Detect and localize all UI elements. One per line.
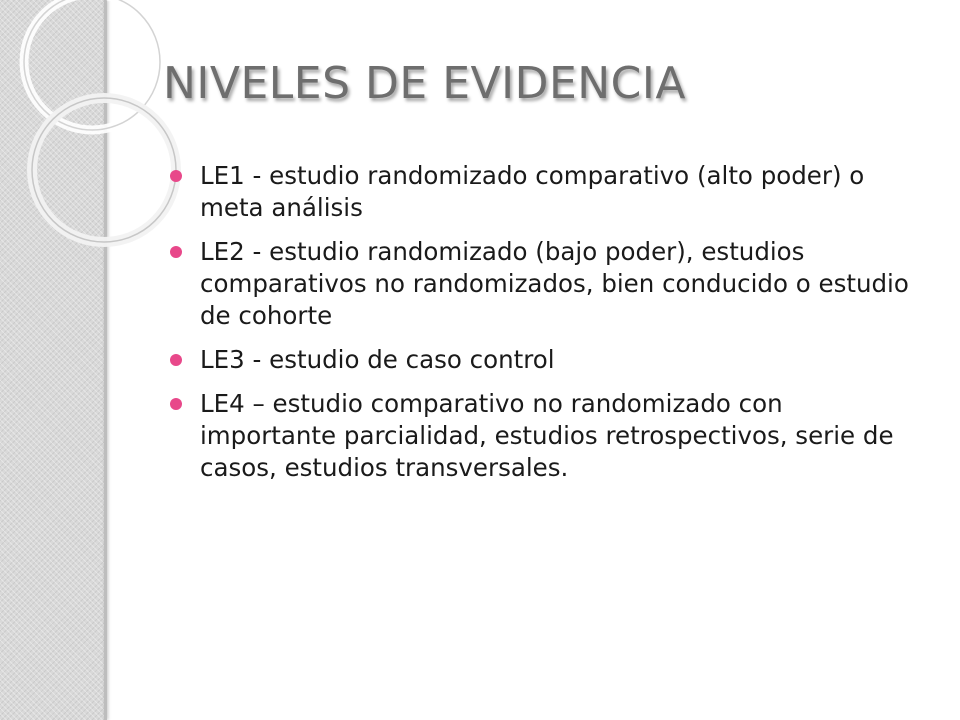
bullet-item-le3 [170, 344, 910, 376]
bullet-list [170, 160, 910, 496]
bullet-text: LE4 – estudio comparativo no randomizado con importante parcialidad, estudios retrospectivos, serie de casos, estudios transversales. [200, 389, 894, 482]
bullet-dot-icon [170, 354, 182, 366]
bullet-text: LE2 - estudio randomizado (bajo poder), estudios comparativos no randomizados, bien conducido o estudio de cohorte [200, 237, 909, 330]
bullet-item-le2 [170, 236, 910, 332]
bullet-item-le1 [170, 160, 910, 224]
slide-title: NIVELES DE EVIDENCIA [163, 58, 686, 109]
bullet-text: LE1 - estudio randomizado comparativo (alto poder) o meta análisis [200, 161, 865, 222]
bullet-dot-icon [170, 398, 182, 410]
bullet-text: LE3 - estudio de caso control [200, 345, 555, 374]
bullet-dot-icon [170, 170, 182, 182]
bullet-item-le4 [170, 388, 910, 484]
bullet-dot-icon [170, 246, 182, 258]
